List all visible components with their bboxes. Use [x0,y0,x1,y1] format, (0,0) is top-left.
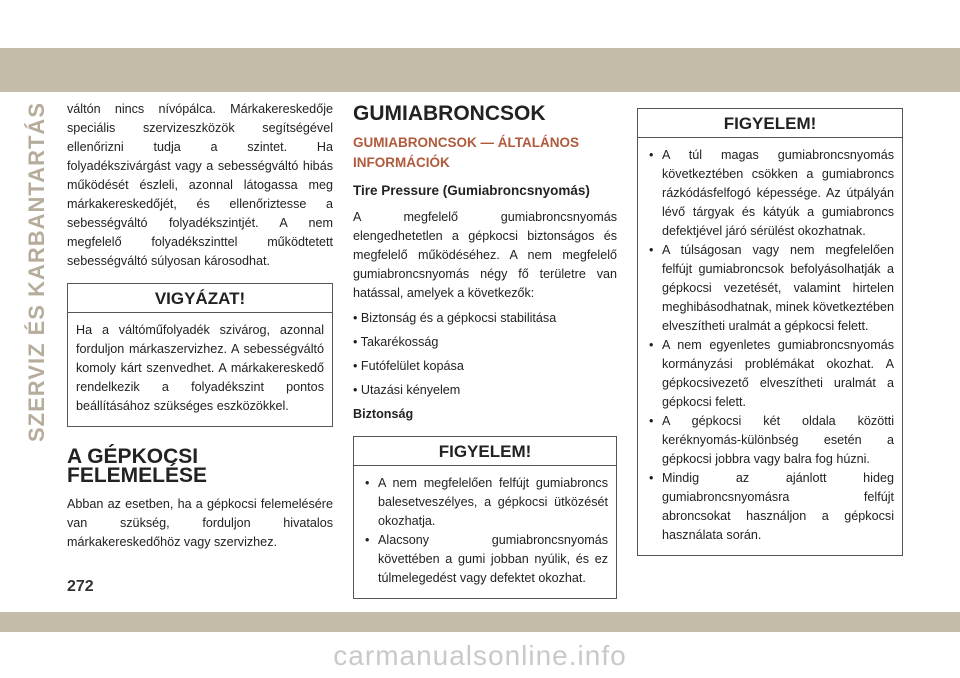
section-side-tab-label: SZERVIZ ÉS KARBANTARTÁS [24,102,49,442]
lifting-paragraph: Abban az esetben, ha a gépkocsi felemelésére van szükség, forduljon hivatalos márkakereskedőhöz vagy szervizhez. [67,497,333,549]
intro-paragraph: váltón nincs nívópálca. Márkakereskedője speciális szervizeszközök segítségével ellenőrizni tudja a szintet. Ha folyadékszivárgást vagy a sebességváltó hibás működését észleli, azonnal látogassa meg márkakereskedőjét, és ellenőriztesse a sebességváltó folyadékszintjét. A nem megfelelő folyadékszinttel működtetett sebességváltó súlyosan károsodhat. [67,102,333,268]
footer-band [0,612,960,632]
column-3 [637,100,903,556]
warning-item: • Alacsony gumiabroncsnyomás követtében a gumi jobban nyúlik, és ez túlmelegedést vagy defektet okozhat. [362,531,608,588]
warning-item: • A nem egyenletes gumiabroncsnyomás kormányzási problémákat okozhat. A gépkocsivezető elveszítheti uralmát a gépkocsi felett. [646,336,894,412]
tire-pressure-paragraph: A megfelelő gumiabroncsnyomás elengedhetetlen a gépkocsi biztonságos és megfelelő működéséhez. A nem megfelelő gumiabroncsnyomás négy fő területre van hatással, amelyek a következők: [353,210,617,300]
header-band [0,48,960,92]
caution-box [67,283,333,427]
warning-item: • A nem megfelelően felfújt gumiabroncs balesetveszélyes, a gépkocsi ütközését okozhatja. [362,474,608,531]
list-item: • Biztonság és a gépkocsi stabilitása [353,311,557,325]
impact-list [353,309,617,400]
section-side-tab [20,102,54,442]
warning-item: • A gépkocsi két oldala közötti keréknyomás-különbség esetén a gépkocsi jobbra vagy balra fog húzni. [646,412,894,469]
caution-text: Ha a váltóműfolyadék szivárog, azonnal forduljon márkaszervizhez. A sebességváltó komoly kárt szenvedhet. A márkakereskedő rendelkezik a folyadékszint pontos beállításához szükséges eszközökkel. [76,323,324,413]
list-item: • Takarékosság [353,335,439,349]
warning-item: • A túlságosan vagy nem megfelelően felfújt gumiabroncsok befolyásolhatják a gépkocsi vezetését, valamint hirtelen meghibásodhatnak, minek következtében elveszítheti uralmát a gépkocsi felett. [646,241,894,336]
tire-pressure-heading: Tire Pressure (Gumiabroncsnyomás) [353,183,590,198]
column-1 [67,100,333,558]
list-item: • Futófelület kopása [353,359,464,373]
tires-subheading: GUMIABRONCSOK — ÁLTALÁNOS INFORMÁCIÓK [353,135,579,170]
caution-title: VIGYÁZAT! [68,284,332,313]
warning-title: FIGYELEM! [354,437,616,466]
warning-item: • A túl magas gumiabroncsnyomás következtében csökken a gumiabroncs rázkódásfelfogó képessége. Az útpályán lévő tárgyak és kátyúk a gumiabroncs defektjével járó sérülést okozhatnak. [646,146,894,241]
lifting-heading: A GÉPKOCSI FELEMELÉSE [67,445,208,487]
warning-box-1 [353,436,617,599]
warning-body [638,138,902,555]
list-item: • Utazási kényelem [353,383,461,397]
watermark-text: carmanualsonline.info [333,640,627,671]
warning-title: FIGYELEM! [638,109,902,138]
page-number: 272 [67,578,94,595]
warning-box-2 [637,108,903,556]
warning-body [354,466,616,598]
warning-item: • Mindig az ajánlott hideg gumiabroncsnyomásra felfújt abroncsokat használjon a gépkocsi használata során. [646,469,894,545]
safety-label: Biztonság [353,407,414,421]
column-2 [353,100,617,599]
tires-heading: GUMIABRONCSOK [353,102,546,125]
